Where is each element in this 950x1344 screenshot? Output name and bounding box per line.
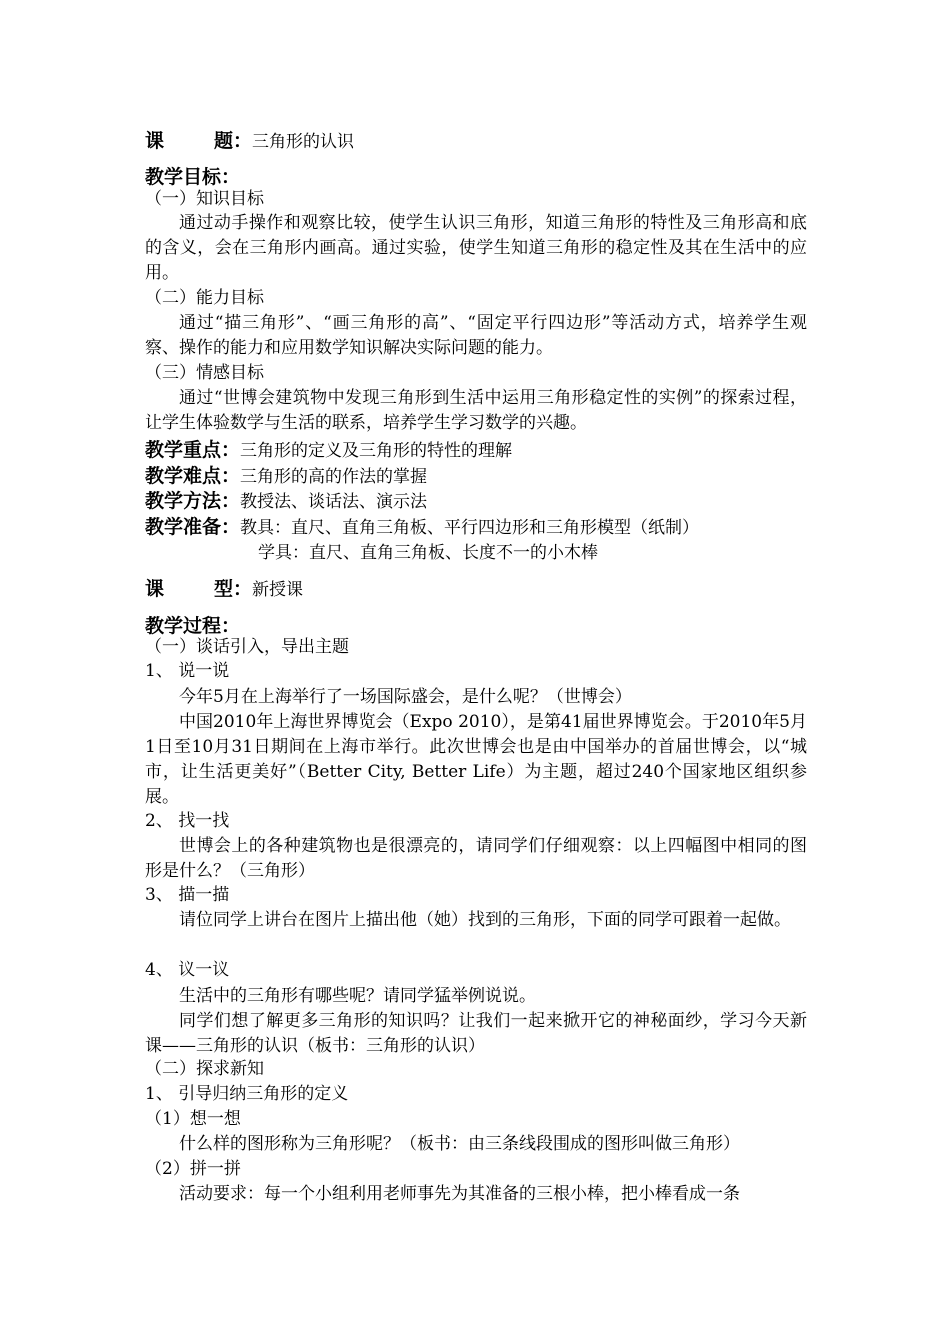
- part1-title: （一）谈话引入，导出主题: [145, 637, 349, 657]
- method-label: 教学方法：: [145, 490, 241, 512]
- part2-title: （二）探求新知: [145, 1059, 264, 1079]
- ability-text: 通过“描三角形”、“画三角形的高”、“固定平行四边形”等活动方式，培养学生观察、操作的能力和应用数学知识解决实际问题的能力。: [145, 313, 807, 358]
- s3-title: 3、 描一描: [145, 885, 230, 905]
- method-line: [145, 486, 810, 513]
- prep-teacher: 教具：直尺、直角三角板、平行四边形和三角形模型（纸制）: [240, 518, 700, 538]
- think-title: （1）想一想: [145, 1109, 241, 1129]
- type-label-b: 型：: [214, 578, 253, 600]
- s3-p1: 请位同学上讲台在图片上描出他（她）找到的三角形，下面的同学可跟着一起做。: [179, 910, 791, 930]
- emotion-text: 通过“世博会建筑物中发现三角形到生活中运用三角形稳定性的实例”的探索过程，让学生体验数学与生活的联系，培养学生学习数学的兴趣。: [145, 388, 807, 433]
- build-title: （2）拼一拼: [145, 1159, 241, 1179]
- type-value: 新授课: [252, 580, 304, 600]
- type-label-a: 课: [145, 578, 165, 600]
- n1-title: 1、 引导归纳三角形的定义: [145, 1084, 349, 1104]
- method-value: 教授法、谈话法、演示法: [240, 492, 428, 512]
- s2-p1: 世博会上的各种建筑物也是很漂亮的，请同学们仔细观察：以上四幅图中相同的图形是什么？（三角形）: [145, 836, 807, 881]
- objectives-heading: 教学目标：: [145, 166, 241, 188]
- think-p1: 什么样的图形称为三角形呢？（板书：由三条线段围成的图形叫做三角形）: [179, 1134, 740, 1154]
- build-p1: 活动要求：每一个小组利用老师事先为其准备的三根小棒，把小棒看成一条: [179, 1184, 740, 1204]
- focus-label: 教学重点：: [145, 439, 241, 461]
- s4-p2: 同学们想了解更多三角形的知识吗？让我们一起来掀开它的神秘面纱，学习今天新课——三角形的认识（板书：三角形的认识）: [145, 1011, 807, 1056]
- s1-p1: 今年5月在上海举行了一场国际盛会，是什么呢？（世博会）: [179, 687, 632, 707]
- ability-title: （二）能力目标: [145, 288, 264, 308]
- s1-title: 1、 说一说: [145, 661, 230, 681]
- topic-label-b: 题：: [214, 130, 253, 152]
- process-heading: 教学过程：: [145, 615, 241, 637]
- s1-p2: 中国2010年上海世界博览会（Expo 2010），是第41届世界博览会。于2010年5月1日至10月31日期间在上海市举行。此次世博会也是由中国举办的首届世博会，以“城市，让生活更美好”（Better City, Better Life）为主题，超过240个国家地区组织参展。: [145, 712, 807, 807]
- topic-line: [145, 126, 810, 153]
- prep-label: 教学准备：: [145, 516, 241, 538]
- focus-line: [145, 435, 810, 462]
- prep-student: 学具：直尺、直角三角板、长度不一的小木棒: [258, 543, 598, 563]
- difficulty-line: [145, 461, 810, 488]
- topic-label-a: 课: [145, 130, 165, 152]
- focus-value: 三角形的定义及三角形的特性的理解: [240, 441, 513, 461]
- difficulty-label: 教学难点：: [145, 465, 241, 487]
- s4-title: 4、 议一议: [145, 960, 230, 980]
- s2-title: 2、 找一找: [145, 811, 230, 831]
- knowledge-text: 通过动手操作和观察比较，使学生认识三角形，知道三角形的特性及三角形高和底的含义，会在三角形内画高。通过实验，使学生知道三角形的稳定性及其在生活中的应用。: [145, 213, 807, 283]
- knowledge-title: （一）知识目标: [145, 189, 264, 209]
- prep-line: [145, 512, 810, 539]
- emotion-title: （三）情感目标: [145, 363, 264, 383]
- topic-value: 三角形的认识: [252, 132, 355, 152]
- type-line: [145, 574, 810, 601]
- s4-p1: 生活中的三角形有哪些呢？请同学猛举例说说。: [179, 986, 536, 1006]
- difficulty-value: 三角形的高的作法的掌握: [240, 467, 428, 487]
